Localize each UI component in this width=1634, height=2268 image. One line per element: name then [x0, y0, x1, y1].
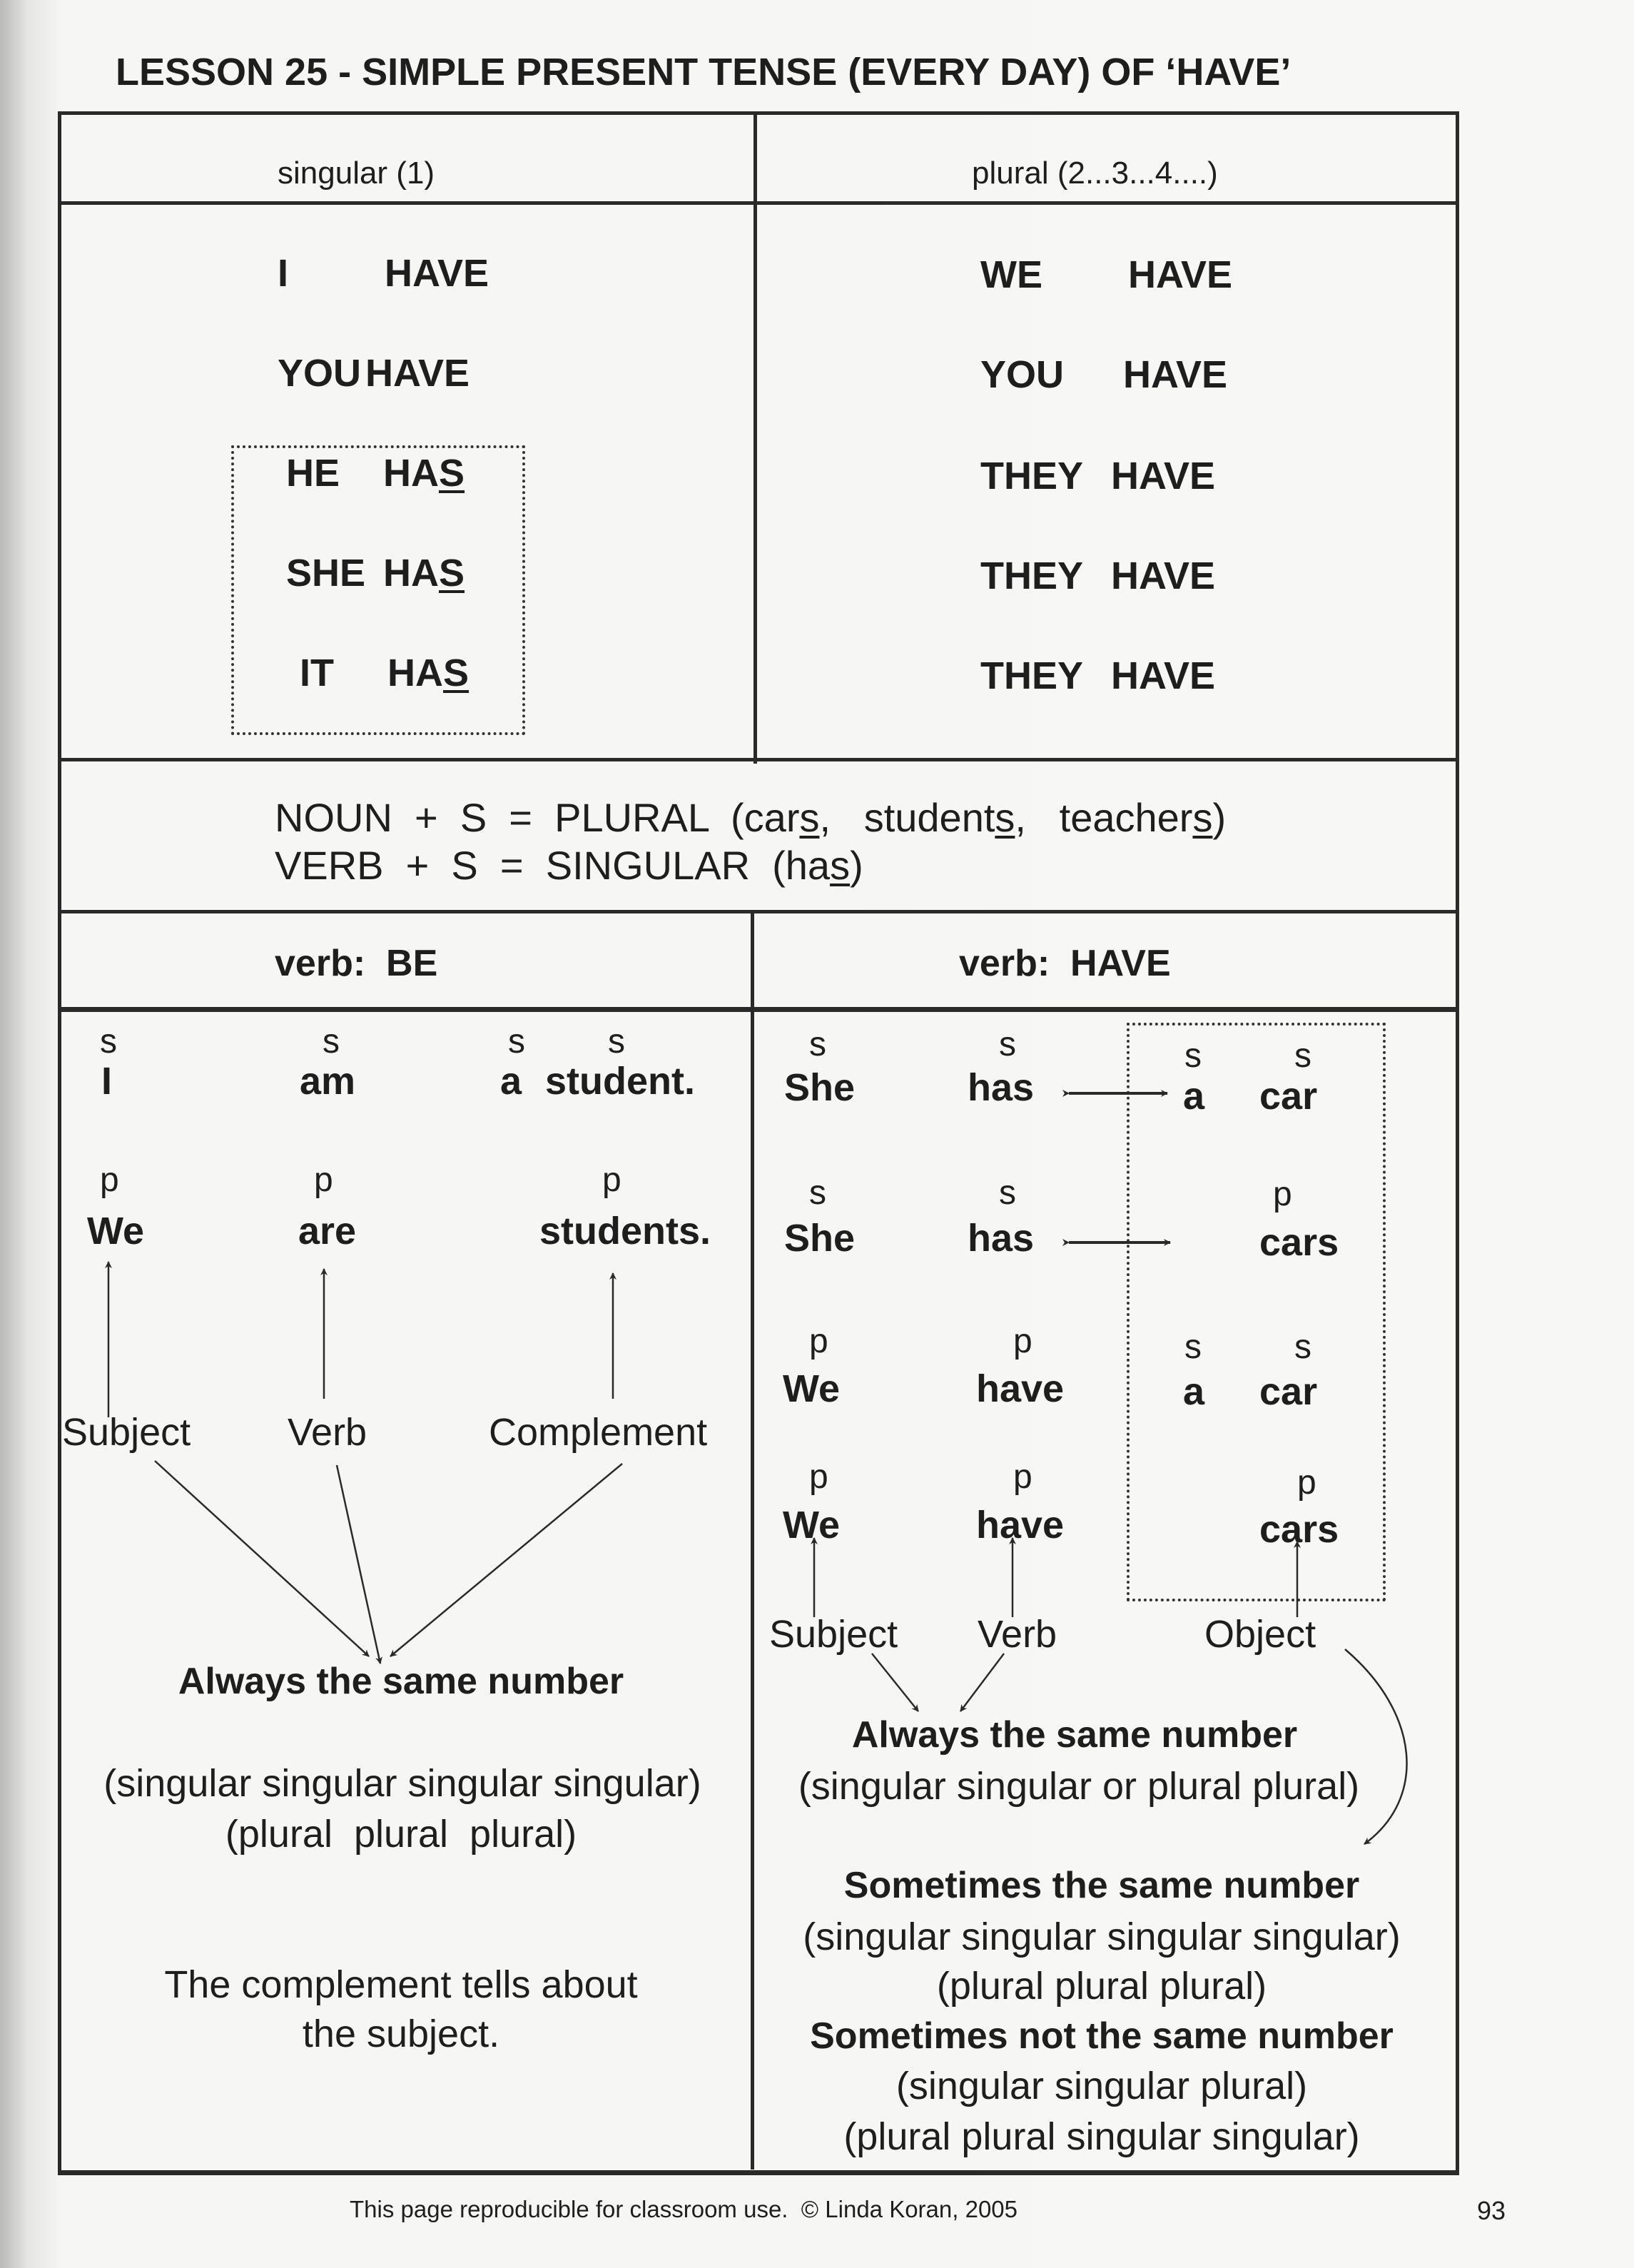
subject: YOU: [980, 353, 1065, 396]
subject: HE: [286, 452, 340, 495]
number-label: s: [999, 1026, 1016, 1063]
number-label: p: [1013, 1322, 1032, 1360]
complement: student.: [545, 1060, 695, 1103]
verb: has: [968, 1217, 1035, 1260]
plural-s: s: [995, 795, 1015, 840]
have-rule-sometimes: Sometimes the same number: [843, 1865, 1360, 1906]
rule-text: , teacher: [1015, 795, 1193, 840]
number-label: p: [809, 1322, 828, 1360]
verb: HAVE: [1128, 253, 1233, 296]
object: cars: [1259, 1508, 1339, 1551]
number-label: s: [1184, 1328, 1202, 1366]
object: car: [1259, 1075, 1318, 1118]
number-label: p: [314, 1161, 333, 1199]
verb: HAVE: [385, 252, 489, 295]
verb: HAVE: [1111, 654, 1216, 697]
verb: am: [300, 1060, 356, 1103]
have-rule-example: (singular singular or plural plural): [798, 1765, 1360, 1808]
verb: has: [968, 1066, 1035, 1109]
complement: students.: [539, 1210, 711, 1252]
have-heading: verb: HAVE: [959, 943, 1171, 984]
verb: have: [976, 1504, 1065, 1546]
number-label: s: [1184, 1037, 1202, 1075]
subject: She: [784, 1217, 856, 1260]
number-label: p: [1297, 1464, 1316, 1502]
have-rule-example: (plural plural plural): [936, 1965, 1267, 2008]
article: a: [500, 1060, 522, 1103]
arrow-icon: [872, 1654, 918, 1711]
subject: We: [87, 1210, 145, 1252]
curved-arrow-icon: [1345, 1649, 1407, 1844]
number-label: s: [809, 1174, 826, 1212]
rule-text: NOUN + S = PLURAL (car: [275, 795, 800, 840]
subject: We: [783, 1367, 841, 1410]
page-title: LESSON 25 - SIMPLE PRESENT TENSE (EVERY DAY) OF ‘HAVE’: [116, 51, 1292, 93]
verb-stem: HA: [387, 652, 443, 694]
subject: IT: [300, 652, 334, 694]
plural-header: plural (2...3...4....): [972, 156, 1218, 191]
number-label: p: [602, 1161, 621, 1199]
role-complement: Complement: [489, 1411, 708, 1454]
subject: I: [101, 1060, 113, 1103]
role-object: Object: [1204, 1613, 1316, 1656]
plural-s: s: [799, 795, 820, 840]
number-label: p: [809, 1458, 828, 1496]
verb: are: [298, 1210, 357, 1252]
singular-header: singular (1): [278, 156, 435, 191]
have-rule-example: (singular singular singular singular): [803, 1915, 1401, 1958]
arrow-icon: [960, 1654, 1004, 1711]
be-heading: verb: BE: [275, 943, 438, 984]
verb: HAVE: [1123, 353, 1228, 396]
have-rule-not: Sometimes not the same number: [810, 2015, 1394, 2057]
be-note: the subject.: [302, 2013, 500, 2055]
object: cars: [1259, 1221, 1339, 1264]
verb-stem: HA: [383, 452, 439, 495]
verb-ending: S: [439, 452, 465, 495]
rule-text: , student: [819, 795, 995, 840]
be-example: (singular singular singular singular): [103, 1762, 701, 1805]
subject: She: [784, 1066, 856, 1109]
be-example: (plural plural plural): [225, 1813, 577, 1856]
verb: HAVE: [1111, 455, 1216, 497]
verb-ending: S: [443, 652, 470, 694]
subject: THEY: [980, 455, 1084, 497]
have-rule-example: (plural plural singular singular): [843, 2115, 1360, 2158]
have-rule-example: (singular singular plural): [895, 2065, 1308, 2107]
role-subject: Subject: [769, 1613, 898, 1656]
number-label: s: [323, 1023, 340, 1060]
number-label: p: [1273, 1175, 1292, 1213]
object: car: [1259, 1370, 1318, 1413]
be-note: The complement tells about: [164, 1963, 638, 2006]
number-label: p: [100, 1161, 119, 1199]
be-rule: Always the same number: [178, 1661, 624, 1702]
verb-ending: S: [439, 552, 465, 594]
number-label: s: [508, 1023, 525, 1060]
number-label: s: [1294, 1328, 1311, 1366]
number-label: s: [1294, 1037, 1311, 1075]
role-verb: Verb: [978, 1613, 1057, 1656]
number-label: s: [999, 1174, 1016, 1212]
subject: I: [278, 252, 289, 295]
number-label: s: [100, 1023, 117, 1060]
arrow-icon: [155, 1461, 369, 1656]
role-subject: Subject: [62, 1411, 191, 1454]
number-label: s: [809, 1026, 826, 1063]
subject: WE: [980, 253, 1042, 296]
subject: THEY: [980, 654, 1084, 697]
verb: HAVE: [365, 352, 470, 395]
verb-stem: HA: [383, 552, 439, 594]
subject: We: [783, 1504, 841, 1546]
verb: have: [976, 1367, 1065, 1410]
article: a: [1183, 1370, 1205, 1413]
number-label: p: [1013, 1458, 1032, 1496]
arrow-icon: [390, 1464, 622, 1656]
rule-text: ): [1212, 795, 1227, 840]
rule-text: VERB + S = SINGULAR (ha: [275, 843, 831, 888]
subject: YOU: [278, 352, 362, 395]
number-label: s: [608, 1023, 625, 1060]
subject: THEY: [980, 555, 1084, 597]
have-rule-always: Always the same number: [851, 1714, 1298, 1756]
article: a: [1183, 1075, 1205, 1118]
rule-text: ): [850, 843, 863, 888]
footer-credit: This page reproducible for classroom use. © Linda Koran, 2005: [350, 2196, 1018, 2222]
singular-s: s: [830, 843, 851, 888]
plural-s: s: [1192, 795, 1213, 840]
page-number: 93: [1477, 2196, 1506, 2225]
verb: HAVE: [1111, 555, 1216, 597]
subject: SHE: [286, 552, 366, 594]
role-verb: Verb: [288, 1411, 367, 1454]
